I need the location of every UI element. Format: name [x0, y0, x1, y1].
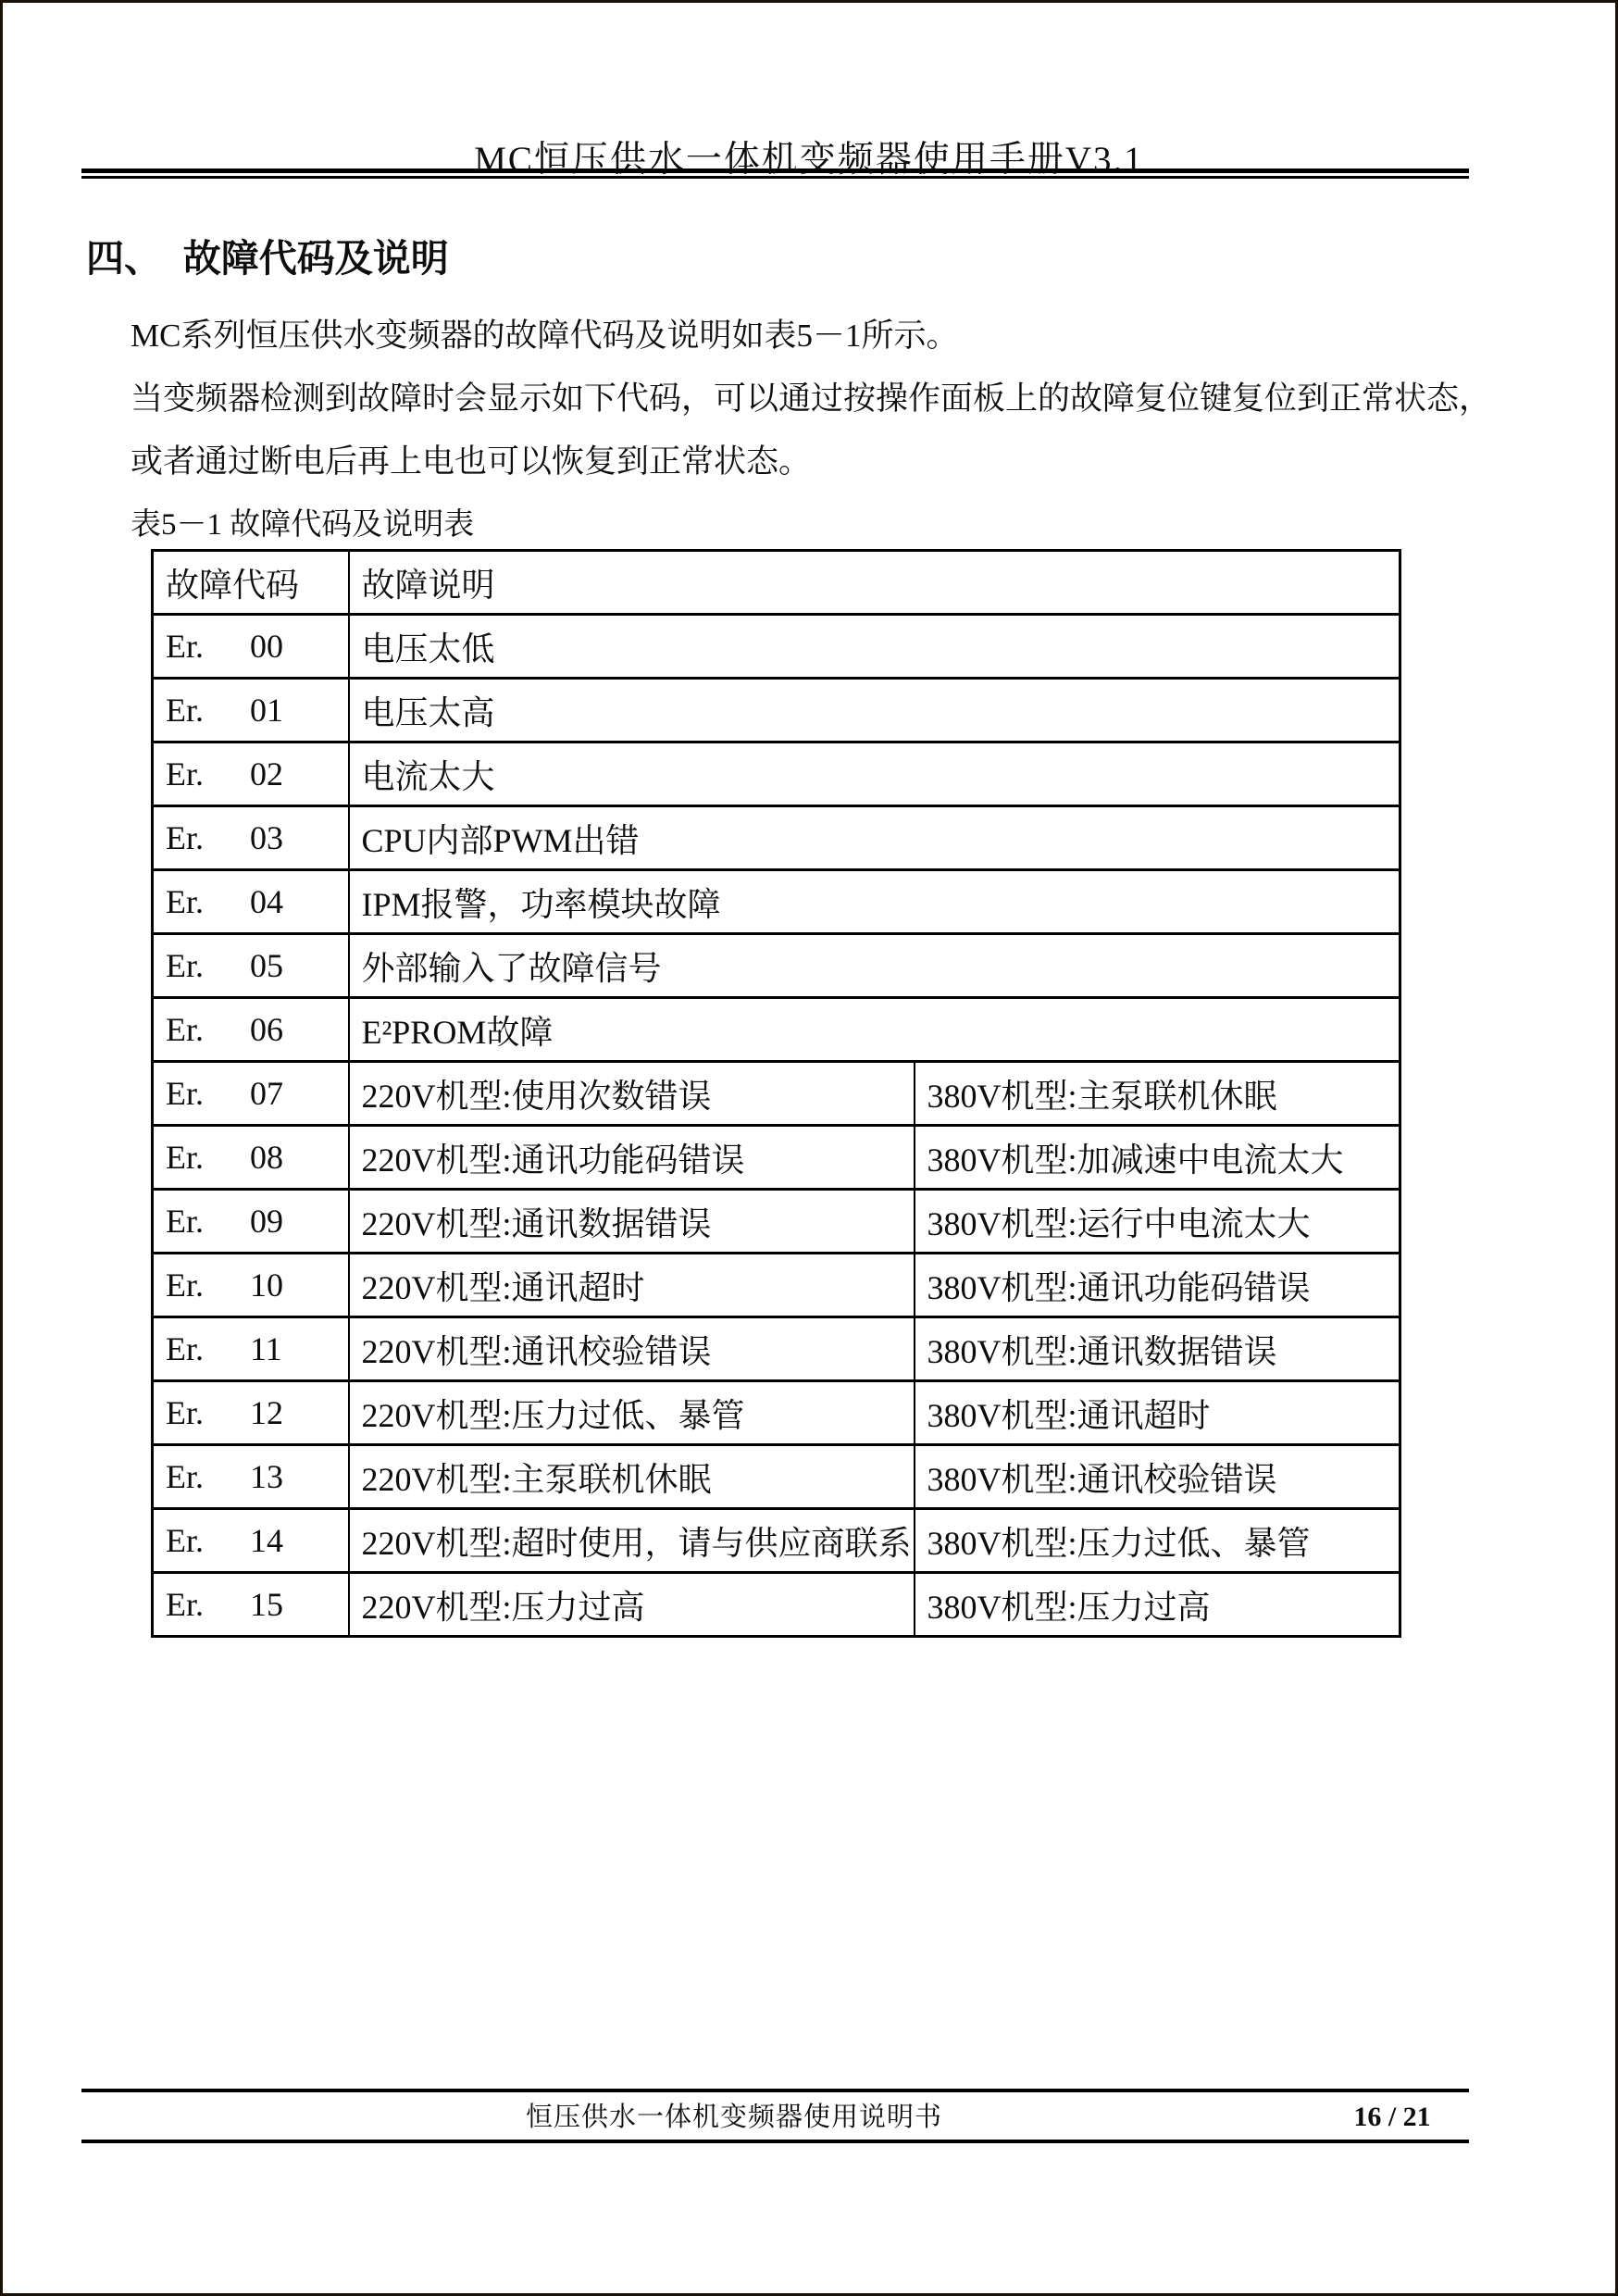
- fault-desc-220v-cell: 220V机型:压力过高: [349, 1573, 915, 1637]
- fault-code-prefix: Er.: [166, 819, 204, 856]
- fault-code-number: 01: [250, 692, 283, 729]
- fault-code-number: 03: [250, 819, 283, 856]
- fault-code-cell: [153, 1381, 349, 1445]
- table-row: [153, 998, 1400, 1062]
- fault-desc-380v-cell: 380V机型:运行中电流太大: [915, 1190, 1400, 1254]
- section-heading: 四、 故障代码及说明: [86, 237, 449, 280]
- fault-code-cell: [153, 806, 349, 870]
- page-number: 16 / 21: [1353, 2102, 1431, 2132]
- table-row: [153, 806, 1400, 870]
- fault-desc-220v-cell: 220V机型:通讯数据错误: [349, 1190, 915, 1254]
- table-row: [153, 1062, 1400, 1126]
- fault-code-cell: [153, 742, 349, 806]
- fault-code-number: 15: [250, 1586, 283, 1623]
- fault-code-prefix: Er.: [166, 1330, 204, 1367]
- table-row: [153, 1254, 1400, 1317]
- paragraph: MC系列恒压供水变频器的故障代码及说明如表5－1所示。: [131, 318, 959, 354]
- fault-code-prefix: Er.: [166, 1011, 204, 1048]
- table-row: [153, 934, 1400, 998]
- fault-desc-220v-cell: 220V机型:通讯校验错误: [349, 1317, 915, 1381]
- fault-desc-380v-cell: 380V机型:压力过高: [915, 1573, 1400, 1637]
- footer-rule-bottom: [81, 2140, 1469, 2143]
- fault-desc-380v-cell: 380V机型:通讯数据错误: [915, 1317, 1400, 1381]
- fault-desc-cell: 电压太高: [349, 679, 1400, 742]
- fault-code-cell: [153, 1126, 349, 1190]
- fault-desc-220v-cell: 220V机型:主泵联机休眠: [349, 1445, 915, 1509]
- header-double-rule: [81, 168, 1469, 179]
- fault-code-number: 06: [250, 1011, 283, 1048]
- fault-code-cell: [153, 1573, 349, 1637]
- table-row: [153, 1381, 1400, 1445]
- fault-code-number: 11: [250, 1330, 282, 1367]
- fault-code-prefix: Er.: [166, 1075, 204, 1112]
- fault-desc-cell: 外部输入了故障信号: [349, 934, 1400, 998]
- fault-code-prefix: Er.: [166, 947, 204, 984]
- fault-code-cell: [153, 998, 349, 1062]
- fault-code-cell: [153, 1062, 349, 1126]
- fault-code-prefix: Er.: [166, 692, 204, 729]
- fault-code-number: 02: [250, 755, 283, 792]
- fault-desc-380v-cell: 380V机型:压力过低、暴管: [915, 1509, 1400, 1573]
- fault-desc-380v-cell: 380V机型:通讯超时: [915, 1381, 1400, 1445]
- fault-desc-220v-cell: 220V机型:使用次数错误: [349, 1062, 915, 1126]
- table-row: [153, 1509, 1400, 1573]
- table-row: [153, 1573, 1400, 1637]
- fault-desc-380v-cell: 380V机型:加减速中电流太大: [915, 1126, 1400, 1190]
- page-header-title: MC恒压供水一体机变频器使用手册V3.1: [474, 140, 1144, 180]
- fault-code-prefix: Er.: [166, 1394, 204, 1431]
- table-row: [153, 1445, 1400, 1509]
- table-row: [153, 615, 1400, 679]
- fault-code-prefix: Er.: [166, 755, 204, 792]
- fault-desc-220v-cell: 220V机型:压力过低、暴管: [349, 1381, 915, 1445]
- header-desc-cell: 故障说明: [349, 551, 1400, 615]
- fault-code-table: [151, 549, 1401, 1638]
- fault-code-prefix: Er.: [166, 1267, 204, 1304]
- fault-code-cell: [153, 870, 349, 934]
- fault-code-cell: [153, 1509, 349, 1573]
- fault-desc-220v-cell: 220V机型:超时使用，请与供应商联系: [349, 1509, 915, 1573]
- fault-code-prefix: Er.: [166, 883, 204, 920]
- fault-code-prefix: Er.: [166, 1139, 204, 1176]
- table-row: [153, 870, 1400, 934]
- fault-desc-cell: IPM报警，功率模块故障: [349, 870, 1400, 934]
- fault-code-prefix: Er.: [166, 1458, 204, 1495]
- fault-desc-cell: 电流太大: [349, 742, 1400, 806]
- fault-code-number: 05: [250, 947, 283, 984]
- fault-desc-cell: 电压太低: [349, 615, 1400, 679]
- fault-code-cell: [153, 934, 349, 998]
- table-row: [153, 1190, 1400, 1254]
- table-row: [153, 742, 1400, 806]
- table-row: [153, 1317, 1400, 1381]
- fault-code-cell: [153, 1190, 349, 1254]
- fault-code-prefix: Er.: [166, 1586, 204, 1623]
- fault-desc-380v-cell: 380V机型:通讯校验错误: [915, 1445, 1400, 1509]
- fault-desc-cell: CPU内部PWM出错: [349, 806, 1400, 870]
- fault-code-number: 09: [250, 1203, 283, 1240]
- fault-desc-220v-cell: 220V机型:通讯功能码错误: [349, 1126, 915, 1190]
- fault-code-number: 07: [250, 1075, 283, 1112]
- fault-code-number: 12: [250, 1394, 283, 1431]
- fault-code-cell: [153, 679, 349, 742]
- fault-code-number: 08: [250, 1139, 283, 1176]
- fault-code-cell: [153, 1317, 349, 1381]
- fault-code-prefix: Er.: [166, 1203, 204, 1240]
- fault-desc-380v-cell: 380V机型:主泵联机休眠: [915, 1062, 1400, 1126]
- paragraph: 当变频器检测到故障时会显示如下代码，可以通过按操作面板上的故障复位键复位到正常状态，: [131, 381, 1492, 417]
- header-code-cell: 故障代码: [153, 551, 349, 615]
- fault-desc-cell: E²PROM故障: [349, 998, 1400, 1062]
- footer-doc-title: 恒压供水一体机变频器使用说明书: [525, 2103, 942, 2132]
- fault-desc-380v-cell: 380V机型:通讯功能码错误: [915, 1254, 1400, 1317]
- table-header-row: [153, 551, 1400, 615]
- fault-code-cell: [153, 1445, 349, 1509]
- fault-code-cell: [153, 1254, 349, 1317]
- fault-code-prefix: Er.: [166, 1522, 204, 1559]
- table-caption: 表5－1 故障代码及说明表: [131, 508, 475, 542]
- fault-desc-220v-cell: 220V机型:通讯超时: [349, 1254, 915, 1317]
- fault-code-number: 13: [250, 1458, 283, 1495]
- fault-code-prefix: Er.: [166, 628, 204, 665]
- paragraph: 或者通过断电后再上电也可以恢复到正常状态。: [131, 443, 812, 480]
- fault-code-cell: [153, 615, 349, 679]
- fault-code-number: 10: [250, 1267, 283, 1304]
- table-row: [153, 1126, 1400, 1190]
- fault-code-number: 00: [250, 628, 283, 665]
- footer-rule-top: [81, 2089, 1469, 2092]
- fault-code-number: 14: [250, 1522, 283, 1559]
- table-row: [153, 679, 1400, 742]
- fault-code-number: 04: [250, 883, 283, 920]
- body-text-block: [131, 305, 1574, 556]
